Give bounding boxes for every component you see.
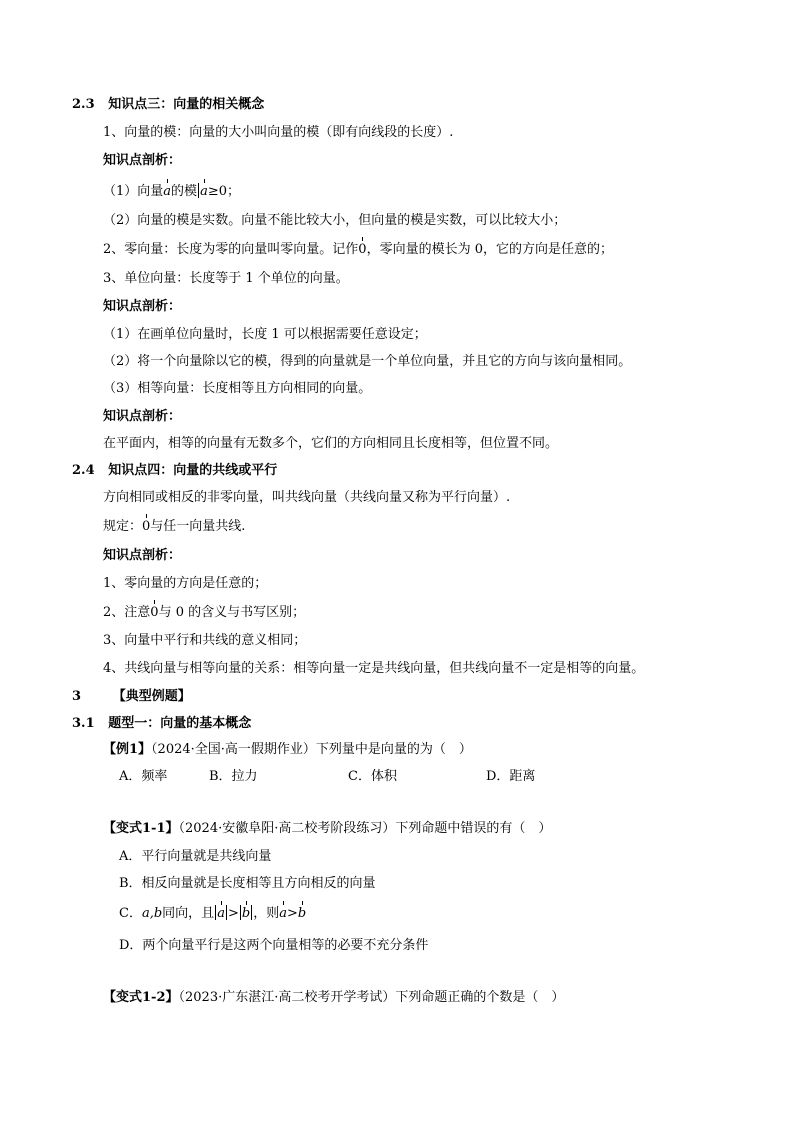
vector-a: a (200, 184, 208, 199)
analysis-item-2: （2）向量的模是实数。向量不能比较大小，但向量的模是实数，可以比较大小； (103, 213, 567, 228)
analysis-item-4: 4、共线向量与相等向量的关系：相等向量一定是共线向量，但共线向量不一定是相等的向量。 (103, 661, 645, 676)
paragraph-rule (103, 519, 245, 535)
text-fragment: 规定： (103, 519, 143, 534)
variant-label: 【变式1-1】 (103, 821, 179, 836)
text-fragment: 与 0 的含义与书写区别； (158, 605, 306, 620)
example-1 (103, 742, 472, 758)
section-title: 题型一：向量的基本概念 (108, 716, 252, 731)
vector-b: b (297, 906, 307, 921)
paragraph-equal-vectors: 在平面内，相等的向量有无数多个，它们的方向相同且长度相等，但位置不同。 (103, 436, 559, 451)
analysis-item-1 (103, 183, 240, 200)
text-fragment: ，则 (253, 906, 280, 921)
abs-bar-icon (226, 905, 227, 920)
variant-text: （2024·安徽阜阳·高二校考阶段练习）下列命题中错误的有（ ） (178, 821, 552, 836)
section-number: 2.4 (72, 463, 95, 478)
option-a: A．平行向量就是共线向量 (119, 849, 272, 864)
vector-b: b (241, 906, 251, 921)
analysis-item-3: 3、向量中平行和共线的意义相同； (103, 633, 307, 648)
variant-1-1 (103, 821, 551, 837)
text-fragment: 同向，且 (162, 906, 215, 921)
option-a: A．频率 (119, 769, 168, 784)
analysis-item-2 (103, 605, 305, 621)
analysis-label: 知识点剖析： (103, 409, 182, 424)
variant-label: 【变式1-2】 (103, 990, 179, 1005)
vectors-a-b: a,b (141, 906, 163, 921)
section-number: 3.1 (72, 716, 95, 731)
option-b: B．相反向量就是长度相等且方向相反的向量 (119, 876, 376, 891)
paragraph-zero-vector (103, 242, 613, 258)
section-title: 【典型例题】 (112, 689, 191, 704)
option-c: C．体积 (348, 769, 397, 784)
analysis-item-1: 1、零向量的方向是任意的； (103, 576, 268, 591)
paragraph-unit-vector: 3、单位向量：长度等于 1 个单位的向量。 (103, 271, 349, 286)
vector-a: a (279, 906, 287, 921)
text-fragment: 2、零向量：长度为零的向量叫零向量。记作 (103, 242, 359, 257)
section-heading-2-4 (72, 463, 277, 479)
analysis-label: 知识点剖析： (103, 548, 182, 563)
analysis-item-3: （3）相等向量：长度相等且方向相同的向量。 (103, 381, 372, 396)
text-fragment: ≥0； (207, 184, 240, 199)
option-b: B．拉力 (209, 769, 258, 784)
text-fragment: ，零向量的模长为 0，它的方向是任意的； (366, 242, 613, 257)
option-d: D．两个向量平行是这两个向量相等的必要不充分条件 (119, 938, 429, 953)
analysis-label: 知识点剖析： (103, 153, 182, 168)
text-fragment: 与任一向量共线. (150, 519, 246, 534)
section-heading-3-1 (72, 716, 251, 732)
variant-text: （2023·广东湛江·高二校考开学考试）下列命题正确的个数是（ ） (178, 990, 565, 1005)
vector-zero: 0 (142, 519, 151, 534)
paragraph-modulus-def: 1、向量的模：向量的大小叫向量的模（即有向线段的长度）. (103, 125, 454, 140)
text-fragment: > (286, 906, 298, 921)
text-fragment: > (227, 906, 239, 921)
vector-a: a (217, 906, 225, 921)
analysis-item-1: （1）在画单位向量时，长度 1 可以根据需要任意设定； (103, 327, 427, 342)
text-fragment: （1）向量 (103, 184, 164, 199)
example-label: 【例1】 (103, 742, 152, 757)
text-fragment: 2、注意 (103, 605, 151, 620)
vector-a: a (163, 184, 172, 199)
abs-bar-icon (215, 905, 216, 920)
section-number: 3 (72, 689, 82, 704)
analysis-label: 知识点剖析： (103, 299, 182, 314)
abs-bar-icon (198, 183, 199, 198)
analysis-item-2: （2）将一个向量除以它的模，得到的向量就是一个单位向量，并且它的方向与该向量相同。 (103, 354, 632, 369)
variant-1-2 (103, 990, 564, 1006)
section-title: 知识点三：向量的相关概念 (108, 97, 265, 112)
vector-zero: 0 (358, 242, 367, 257)
text-fragment: C． (119, 906, 142, 921)
section-heading-3 (72, 689, 191, 705)
text-fragment: 的模 (171, 184, 198, 199)
option-d: D．距离 (486, 769, 536, 784)
paragraph-collinear-def: 方向相同或相反的非零向量，叫共线向量（共线向量又称为平行向量）. (103, 490, 511, 505)
section-number: 2.3 (72, 97, 95, 112)
vector-zero: 0 (150, 605, 159, 620)
section-title: 知识点四：向量的共线或平行 (108, 463, 278, 478)
option-c (119, 905, 306, 922)
example-text: （2024·全国·高一假期作业）下列量中是向量的为（ ） (151, 742, 472, 757)
section-heading-2-3 (72, 97, 264, 113)
abs-bar-icon (240, 905, 241, 920)
